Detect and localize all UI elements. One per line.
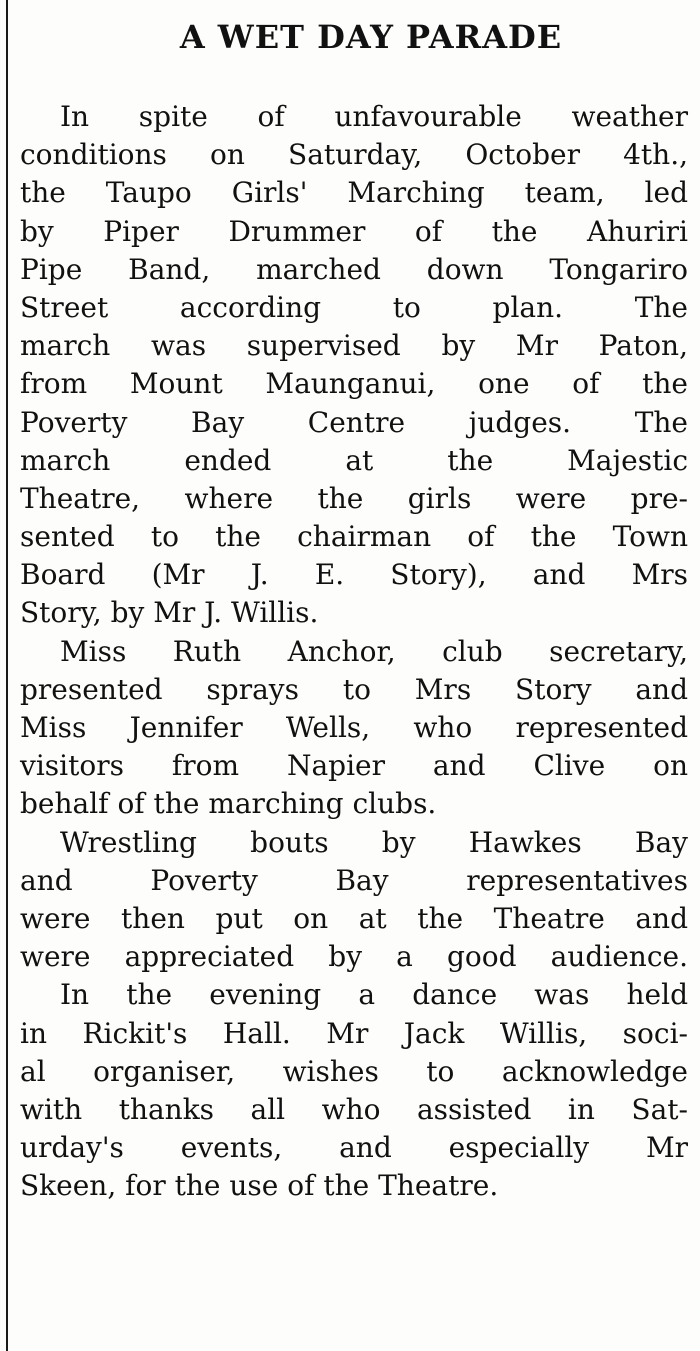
text-line: and Poverty Bay representatives xyxy=(20,863,688,897)
text-line: in Rickit's Hall. Mr Jack Willis, soci- xyxy=(20,1016,688,1050)
text-line: Theatre, where the girls were pre- xyxy=(20,481,688,515)
text-line: were appreciated by a good audience. xyxy=(20,940,688,974)
text-line: Miss Jennifer Wells, who represented xyxy=(20,711,688,744)
text-line: were then put on at the Theatre and xyxy=(20,901,688,935)
text-line: Story, by Mr J. Willis. xyxy=(20,596,319,630)
text-line: conditions on Saturday, October 4th., xyxy=(20,138,688,172)
text-line: the Taupo Girls' Marching team, led xyxy=(20,176,688,210)
text-line: In spite of unfavourable weather xyxy=(60,100,688,133)
text-line: march ended at the Majestic xyxy=(20,443,688,477)
article xyxy=(20,14,688,1205)
text-line: Pipe Band, marched down Tongariro xyxy=(20,252,688,286)
text-line: visitors from Napier and Clive on xyxy=(20,749,688,783)
text-line: by Piper Drummer of the Ahuriri xyxy=(20,214,688,248)
text-line: urday's events, and especially Mr xyxy=(20,1131,688,1165)
text-line: with thanks all who assisted in Sat- xyxy=(20,1092,688,1126)
text-line: Skeen, for the use of the Theatre. xyxy=(20,1169,499,1203)
text-line: al organiser, wishes to acknowledge xyxy=(20,1054,688,1088)
text-line: presented sprays to Mrs Story and xyxy=(20,672,688,706)
article-body xyxy=(20,98,688,1205)
text-line: Poverty Bay Centre judges. The xyxy=(20,405,688,439)
headline: A WET DAY PARADE xyxy=(179,18,563,56)
text-line: behalf of the marching clubs. xyxy=(20,787,437,821)
text-line: In the evening a dance was held xyxy=(60,978,688,1012)
text-line: Street according to plan. The xyxy=(20,290,688,324)
text-line: from Mount Maunganui, one of the xyxy=(20,367,688,401)
text-line: Miss Ruth Anchor, club secretary, xyxy=(60,634,688,668)
text-line: Board (Mr J. E. Story), and Mrs xyxy=(20,558,688,592)
text-line: march was supervised by Mr Paton, xyxy=(20,329,688,363)
text-line: sented to the chairman of the Town xyxy=(20,520,688,554)
text-line: Wrestling bouts by Hawkes Bay xyxy=(60,825,688,859)
column-rule xyxy=(6,0,8,1351)
